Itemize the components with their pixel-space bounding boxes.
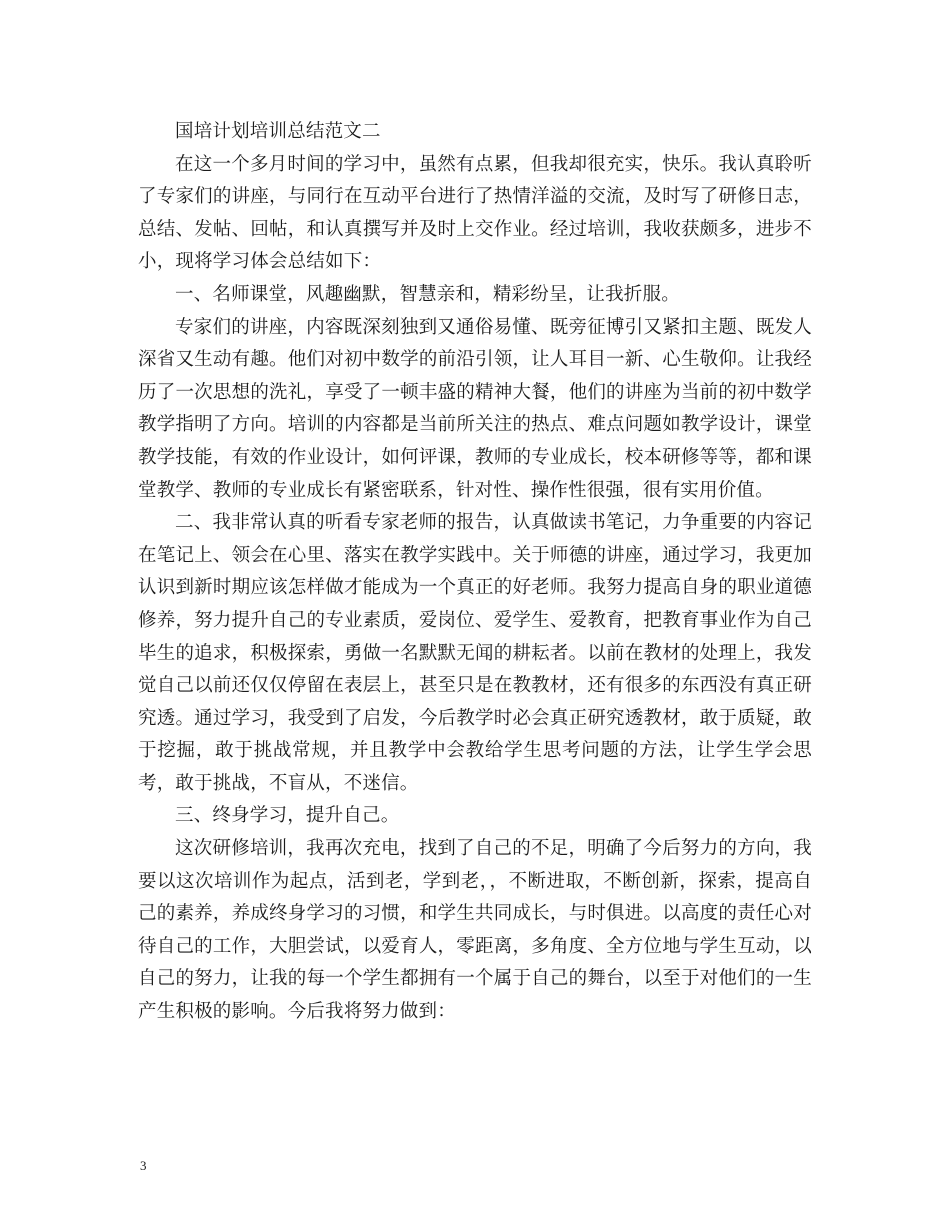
section-paragraph-2: 二、我非常认真的听看专家老师的报告，认真做读书笔记，力争重要的内容记在笔记上、领会在心里、落实在教学实践中。关于师德的讲座，通过学习，我更加认识到新时期应该怎样做才能成为一个真正的好老师。我努力提高自身的职业道德修养，努力提升自己的专业素质，爱岗位、爱学生、爱教育，把教育事业作为自己毕生的追求，积极探索，勇做一名默默无闻的耕耘者。以前在教材的处理上，我发觉自己以前还仅仅停留在表层上，甚至只是在教教材，还有很多的东西没有真正研究透。通过学习，我受到了启发，今后教学时必会真正研究透教材，敢于质疑，敢于挖掘，敢于挑战常规，并且教学中会教给学生思考问题的方法，让学生学会思考，敢于挑战，不盲从，不迷信。 [138,512,812,794]
document-title: 国培计划培训总结范文二 [175,121,381,142]
page-number: 3 [140,1158,147,1173]
section-paragraph-1: 专家们的讲座，内容既深刻独到又通俗易懂、既旁征博引又紧扣主题、既发人深省又生动有趣。他们对初中数学的前沿引领，让人耳目一新、心生敬仰。让我经历了一次思想的洗礼，享受了一顿丰盛的精神大餐，他们的讲座为当前的初中数学教学指明了方向。培训的内容都是当前所关注的热点、难点问题如教学设计，课堂教学技能，有效的作业设计，如何评课，教师的专业成长，校本研修等等，都和课堂教学、教师的专业成长有紧密联系，针对性、操作性很强，很有实用价值。 [138,316,812,501]
section-heading-3: 三、终身学习，提升自己。 [175,805,400,827]
intro-paragraph: 在这一个多月时间的学习中，虽然有点累，但我却很充实，快乐。我认真聆听了专家们的讲座，与同行在互动平台进行了热情洋溢的交流，及时写了研修日志，总结、发帖、回帖，和认真撰写并及时上交作业。经过培训，我收获颇多，进步不小，现将学习体会总结如下： [138,153,812,273]
section-heading-1: 一、名师课堂，风趣幽默，智慧亲和，精彩纷呈，让我折服。 [175,283,680,305]
document-body [138,116,812,1029]
section-paragraph-3: 这次研修培训，我再次充电，找到了自己的不足，明确了今后努力的方向，我要以这次培训作为起点，活到老，学到老，，不断进取，不断创新，探索，提高自己的素养，养成终身学习的习惯，和学生共同成长，与时俱进。以高度的责任心对待自己的工作，大胆尝试，以爱育人，零距离，多角度、全方位地与学生互动，以自己的努力，让我的每一个学生都拥有一个属于自己的舞台，以至于对他们的一生产生积极的影响。今后我将努力做到： [138,838,812,1023]
